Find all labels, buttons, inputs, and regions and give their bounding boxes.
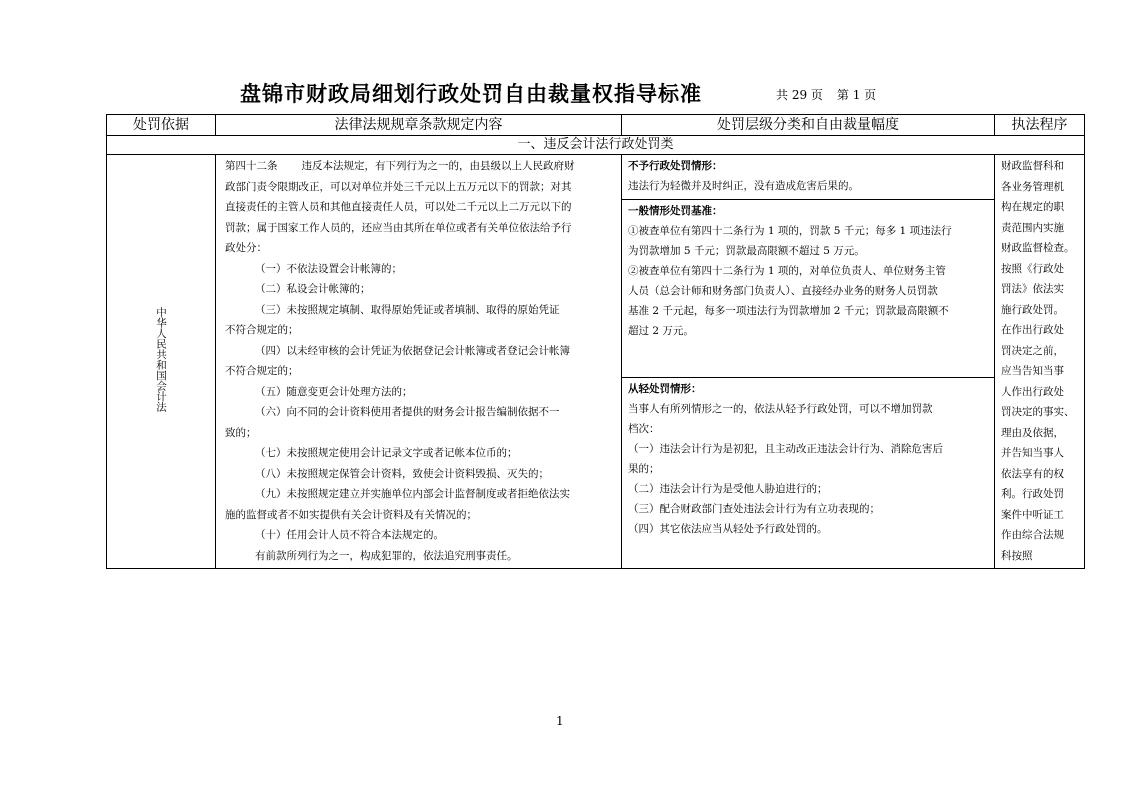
lenient-penalty-heading: 从轻处罚情形： — [628, 383, 702, 395]
article-intro-line: 政部门责令限期改正，可以对单位并处三千元以上五万元以下的罚款；对其 — [225, 180, 572, 193]
article-item: （六）向不同的会计资料使用者提供的财务会计报告编制依据不一 — [255, 406, 560, 418]
article-item-continuation: 不符合规定的； — [225, 365, 299, 377]
procedure-line: 罚决定的事实、 — [1001, 406, 1075, 418]
column-header-basis: 处罚依据 — [107, 115, 216, 136]
article-item: （九）未按照规定建立并实施单位内部会计监督制度或者拒绝依法实 — [255, 488, 570, 500]
procedure-line: 利。行政处罚 — [1001, 488, 1064, 500]
procedure-line: 在作出行政处 — [1001, 324, 1064, 336]
article-item-continuation: 不符合规定的； — [225, 324, 299, 336]
procedure-line: 施行政处罚。 — [1001, 303, 1064, 316]
general-penalty-line: 为罚款增加 5 千元；罚款最高限额不超过 5 万元。 — [628, 245, 865, 257]
procedure-line: 财政监督检查。 — [1001, 242, 1075, 254]
lenient-penalty-line: 档次： — [628, 423, 660, 435]
page-number: 1 — [556, 714, 564, 728]
procedure-text — [995, 155, 1084, 568]
section-row — [107, 136, 1085, 155]
article-number: 第四十二条 — [225, 160, 278, 172]
no-penalty-heading: 不予行政处罚情形： — [628, 160, 723, 172]
lenient-penalty-line: （三）配合财政部门查处违法会计行为有立功表现的； — [628, 503, 880, 515]
procedure-line: 财政监督科和 — [1001, 160, 1064, 172]
lenient-penalty-line: （四）其它依法应当从轻处予行政处罚的。 — [628, 523, 828, 535]
total-pages: 共 29 页 — [776, 88, 823, 102]
article-content-cell — [216, 155, 622, 569]
procedure-line: 依法享有的权 — [1001, 467, 1064, 480]
article-item-continuation: 致的； — [225, 426, 257, 439]
lenient-penalty-block — [622, 378, 994, 540]
column-header-discretion: 处罚层级分类和自由裁量幅度 — [622, 115, 995, 136]
general-penalty-line: ①被查单位有第四十二条行为 1 项的，罚款 5 千元；每多 1 项违法行 — [628, 225, 952, 237]
procedure-line: 责范围内实施 — [1001, 221, 1064, 234]
column-header-procedure: 执法程序 — [995, 115, 1085, 136]
law-basis-cell — [107, 155, 216, 569]
general-penalty-block — [622, 200, 994, 378]
article-intro-line: 罚款；属于国家工作人员的，还应当由其所在单位或者有关单位依法给予行 — [225, 221, 572, 234]
procedure-line: 案件中听证工 — [1001, 508, 1064, 521]
general-penalty-line: 人员（总会计师和财务部门负责人）、直接经办业务的财务人员罚款 — [628, 285, 938, 297]
procedure-line: 作由综合法规 — [1001, 529, 1064, 541]
header-row — [0, 78, 1122, 108]
general-penalty-line: ②被查单位有第四十二条行为 1 项的，对单位负责人、单位财务主管 — [628, 265, 946, 277]
page-info — [776, 86, 890, 103]
lenient-penalty-line: 当事人有所列情形之一的，依法从轻予行政处罚，可以不增加罚款 — [628, 403, 933, 415]
lenient-penalty-line: （二）违法会计行为是受他人胁迫进行的； — [628, 483, 828, 495]
column-header-content: 法律法规规章条款规定内容 — [216, 115, 622, 136]
procedure-line: 按照《行政处 — [1001, 262, 1064, 275]
article-item: （一）不依法设置会计帐簿的； — [255, 262, 402, 275]
lenient-penalty-line: 果的； — [628, 463, 660, 475]
lenient-penalty-line: （一）违法会计行为是初犯，且主动改正违法会计行为、消除危害后 — [628, 443, 943, 455]
discretion-cell — [622, 155, 995, 569]
procedure-line: 罚法》依法实 — [1001, 283, 1064, 295]
procedure-line: 应当告知当事 — [1001, 365, 1064, 377]
table-row — [107, 155, 1085, 569]
procedure-line: 罚决定之前， — [1001, 344, 1064, 357]
procedure-line: 科按照 — [1001, 549, 1033, 562]
article-item: （八）未按照规定保管会计资料，致使会计资料毁损、灭失的； — [255, 467, 549, 480]
procedure-line: 并告知当事人 — [1001, 447, 1064, 459]
article-item: （四）以未经审核的会计凭证为依据登记会计帐簿或者登记会计帐簿 — [255, 344, 570, 357]
article-intro-line: 直接责任的主管人员和其他直接责任人员，可以处二千元以上二万元以下的 — [225, 201, 572, 213]
article-item: （二）私设会计帐簿的； — [255, 283, 371, 295]
general-penalty-heading: 一般情形处罚基准： — [628, 205, 723, 217]
article-item: （五）随意变更会计处理方法的； — [255, 385, 413, 398]
article-item: （十）任用会计人员不符合本法规定的。 — [255, 529, 444, 541]
current-page: 第 1 页 — [836, 88, 877, 102]
no-penalty-block — [622, 155, 994, 200]
table-header-row — [107, 115, 1085, 136]
procedure-line: 人作出行政处 — [1001, 385, 1064, 398]
article-intro-line: 政处分： — [225, 242, 267, 254]
law-name: 中华人民共和国会计法 — [155, 307, 167, 412]
article-item-continuation: 施的监督或者不如实提供有关会计资料及有关情况的； — [225, 508, 477, 521]
article-intro-line: 违反本法规定，有下列行为之一的，由县级以上人民政府财 — [301, 160, 575, 172]
article-first-line — [225, 156, 615, 177]
penalty-standard-table — [106, 114, 1085, 569]
page-title: 盘锦市财政局细划行政处罚自由裁量权指导标准 — [240, 82, 702, 106]
article-item: （七）未按照规定使用会计记录文字或者记帐本位币的； — [255, 447, 518, 459]
procedure-line: 理由及依据， — [1001, 426, 1064, 439]
general-penalty-line: 超过 2 万元。 — [628, 325, 694, 337]
procedure-cell — [995, 155, 1085, 569]
general-penalty-line: 基准 2 千元起，每多一项违法行为罚款增加 2 千元；罚款最高限额不 — [628, 305, 949, 317]
article-content — [216, 155, 621, 568]
article-closing: 有前款所列行为之一，构成犯罪的，依法追究刑事责任。 — [255, 549, 518, 562]
procedure-line: 构在规定的职 — [1001, 201, 1064, 213]
section-title: 一、违反会计法行政处罚类 — [107, 136, 1085, 155]
article-item: （三）未按照规定填制、取得原始凭证或者填制、取得的原始凭证 — [255, 303, 560, 316]
no-penalty-line: 违法行为轻微并及时纠正，没有造成危害后果的。 — [628, 180, 859, 192]
procedure-line: 各业务管理机 — [1001, 180, 1064, 193]
